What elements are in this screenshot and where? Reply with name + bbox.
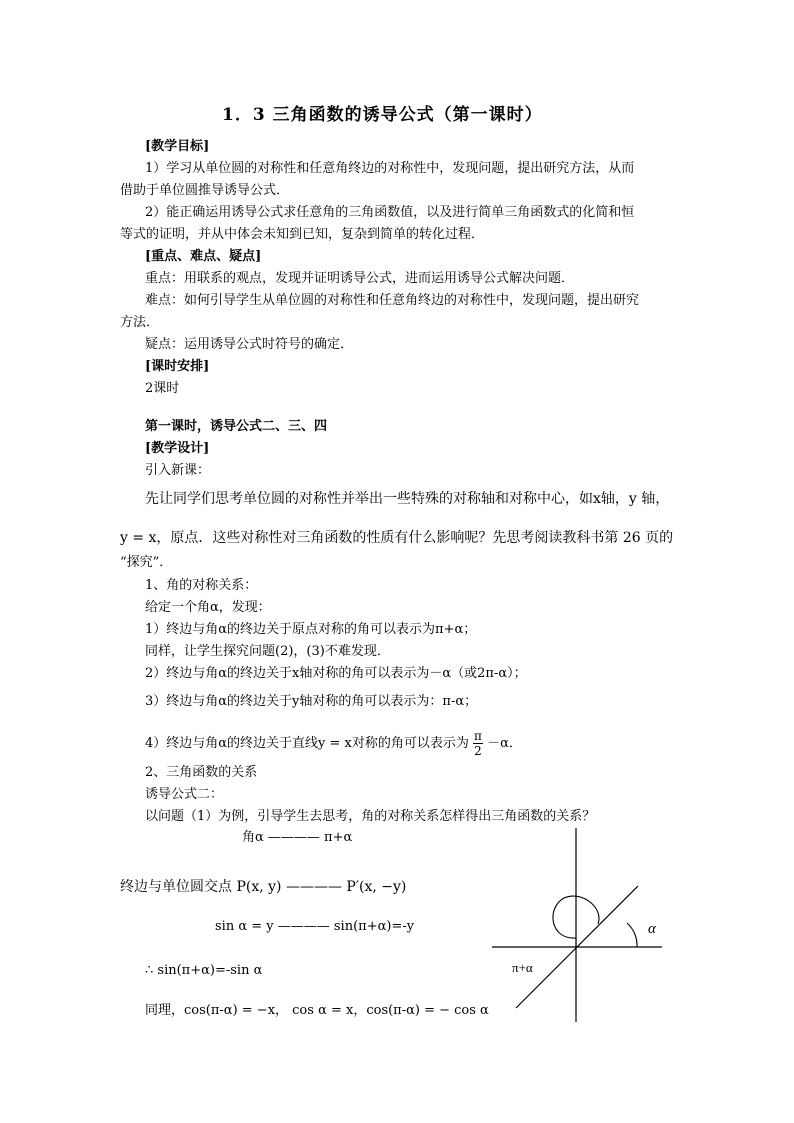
difficulty-line-1: 难点：如何引导学生从单位圆的对称性和任意角终边的对称性中，发现问题，提出研究 [145,293,640,308]
section-2-heading: 2、三角函数的关系 [145,765,258,780]
key-point-text: 重点：用联系的观点，发现并证明诱导公式，进而运用诱导公式解决问题． [145,271,575,286]
goal-1-line-2: 借助于单位圆推导诱导公式． [120,183,290,198]
given-angle-text: 给定一个角α，发现： [145,600,271,615]
angle-arc-alpha [627,923,637,947]
formula-2-label: 诱导公式二： [145,787,224,802]
question-text: 以问题（1）为例，引导学生去思考，角的对称关系怎样得出三角函数的关系？ [145,809,596,824]
pi-plus-alpha-label: π+α [512,960,533,975]
section-design-heading: [教学设计] [145,441,210,456]
section-goals-heading: [教学目标] [145,139,210,154]
schedule-text: 2课时 [145,381,180,396]
doubt-text: 疑点：运用诱导公式时符号的确定． [145,337,354,352]
similarly-text: 同样，让学生探究问题(2)，(3)不难发现． [145,644,390,659]
sine-relation: sin α = y ———— sin(π+α)=-y [215,919,415,934]
point-relation: 终边与单位圆交点 P(x, y) ———— P′(x, −y) [120,879,407,895]
pi-over-two-fraction [473,729,483,758]
section-1-heading: 1、角的对称关系： [145,578,258,593]
paragraph-1-line-2: y = x，原点．这些对称性对三角函数的性质有什么影响呢？先思考阅读教科书第 26 页的 [120,530,674,546]
paragraph-1-line-1: 先让同学们思考单位圆的对称性并举出一些特殊的对称轴和对称中心，如x轴，y 轴， [145,491,670,507]
section-schedule-heading: [课时安排] [145,359,210,374]
similarly-cosine: 同理，cos(π-α) = −x， cos α = x，cos(π-α) = − cos α [145,1003,489,1018]
lesson-heading: 第一课时，诱导公式二、三、四 [145,419,328,434]
difficulty-line-2: 方法． [120,315,160,330]
fraction-denominator: 2 [474,744,482,758]
relation-1: 1）终边与角α的终边关于原点对称的角可以表示为π+α； [145,622,477,637]
relation-3: 3）终边与角α的终边关于y轴对称的角可以表示为：π-α； [145,694,478,709]
fraction-numerator: π [474,729,482,743]
goal-2-line-2: 等式的证明，并从中体会未知到已知，复杂到简单的转化过程． [120,227,485,242]
relation-2: 2）终边与角α的终边关于x轴对称的角可以表示为－α（或2π-α）； [145,666,527,681]
paragraph-1-line-3: “探究”． [120,555,173,570]
goal-2-line-1: 2）能正确运用诱导公式求任意角的三角函数值，以及进行简单三角函数式的化简和恒 [145,205,635,220]
therefore-sine: ∴ sin(π+α)=-sin α [145,963,263,978]
relation-4 [145,724,522,764]
unit-circle-diagram [480,820,680,1030]
goal-1-line-1: 1）学习从单位圆的对称性和任意角终边的对称性中，发现问题，提出研究方法，从而 [145,161,635,176]
angle-relation: 角α ———— π+α [242,830,353,845]
page-title: 1．3 三角函数的诱导公式（第一课时） [222,105,543,125]
section-key-heading: [重点、难点、疑点] [145,249,262,264]
relation-4-suffix: －α． [487,736,522,751]
intro-label: 引入新课： [145,463,211,478]
alpha-label: α [648,921,656,937]
relation-4-text: 4）终边与角α的终边关于直线y = x对称的角可以表示为 [145,736,469,751]
